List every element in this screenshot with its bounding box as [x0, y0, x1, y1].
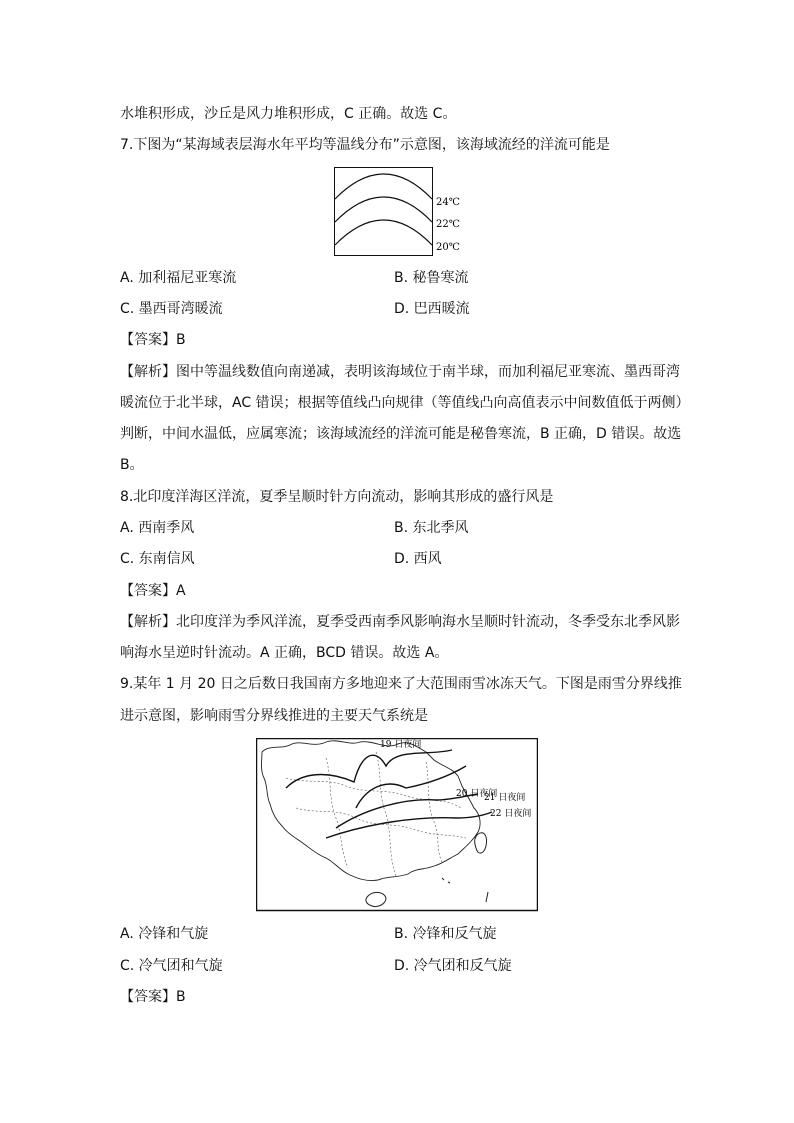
isotherm-figure [334, 167, 464, 263]
q9-option-a[interactable]: A. 冷锋和气旋 [120, 926, 209, 942]
rain-snow-boundary-map [256, 738, 538, 916]
q9-stem-2: 进示意图，影响雨雪分界线推进的主要天气系统是 [120, 708, 428, 724]
q8-analysis-2: 响海水呈逆时针流动。A 正确，BCD 错误。故选 A。 [120, 645, 449, 661]
q8-answer: 【答案】A [120, 583, 186, 599]
q7-analysis-3: 判断，中间水温低，应属寒流；该海域流经的洋流可能是秘鲁寒流，B 正确，D 错误。故选 [120, 426, 682, 442]
q7-analysis-1: 【解析】图中等温线数值向南递减，表明该海域位于南半球，而加利福尼亚寒流、墨西哥湾 [120, 364, 680, 380]
q7-option-c[interactable]: C. 墨西哥湾暖流 [120, 301, 223, 317]
map-frame [257, 739, 538, 911]
label-20: 20℃ [436, 242, 460, 253]
q9-option-d[interactable]: D. 冷气团和反气旋 [394, 958, 512, 974]
isotherm-24 [335, 174, 432, 199]
q7-analysis-2: 暖流位于北半球，AC 错误；根据等值线凸向规律（等值线凸向高值表示中间数值低于两侧） [120, 395, 690, 411]
q8-analysis-1: 【解析】北印度洋为季风洋流，夏季受西南季风影响海水呈顺时针流动，冬季受东北季风影 [120, 614, 680, 630]
q8-stem: 8.北印度洋海区洋流，夏季呈顺时针方向流动，影响其形成的盛行风是 [120, 489, 554, 505]
q8-option-b[interactable]: B. 东北季风 [394, 520, 469, 536]
q9-answer: 【答案】B [120, 989, 186, 1005]
isotherm-frame [335, 168, 433, 256]
label-22: 22℃ [436, 219, 460, 230]
q7-option-b[interactable]: B. 秘鲁寒流 [394, 270, 469, 286]
q9-stem-1: 9.某年 1 月 20 日之后数日我国南方多地迎来了大范围雨雪冰冻天气。下图是雨雪分界线推 [120, 676, 682, 692]
isotherm-22 [335, 197, 432, 222]
label-20: 20 日夜间 [456, 789, 498, 799]
q7-stem: 7.下图为“某海域表层海水年平均等温线分布”示意图，该海域流经的洋流可能是 [120, 137, 610, 153]
q7-option-a[interactable]: A. 加利福尼亚寒流 [120, 270, 237, 286]
q9-option-c[interactable]: C. 冷气团和气旋 [120, 958, 223, 974]
q7-analysis-4: B。 [120, 457, 144, 473]
q8-option-d[interactable]: D. 西风 [394, 551, 442, 567]
isotherm-20 [335, 220, 432, 245]
q7-answer: 【答案】B [120, 332, 186, 348]
label-19: 19 日夜间 [380, 740, 422, 750]
q9-option-b[interactable]: B. 冷锋和反气旋 [394, 926, 497, 942]
q8-option-c[interactable]: C. 东南信风 [120, 551, 195, 567]
q8-option-a[interactable]: A. 西南季风 [120, 520, 195, 536]
label-21: 21 日夜间 [484, 793, 526, 803]
label-22: 22 日夜间 [490, 809, 532, 819]
q7-option-d[interactable]: D. 巴西暖流 [394, 301, 470, 317]
intro-text: 水堆积形成，沙丘是风力堆积形成，C 正确。故选 C。 [120, 106, 457, 122]
label-24: 24℃ [436, 197, 460, 208]
